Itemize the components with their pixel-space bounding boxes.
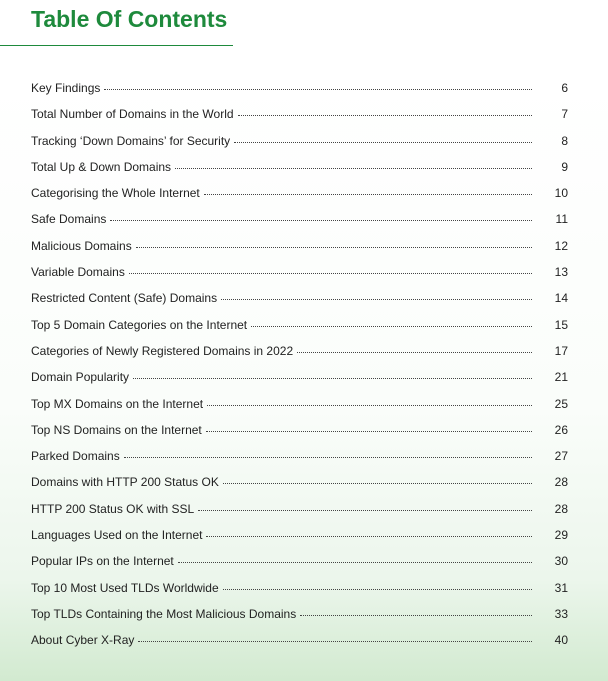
dot-leader	[238, 114, 532, 116]
dot-leader	[178, 561, 532, 563]
dot-leader	[136, 246, 532, 248]
toc-entry[interactable]	[31, 239, 568, 265]
toc-entry[interactable]	[31, 212, 568, 238]
toc-entry-label: Top 5 Domain Categories on the Internet	[31, 317, 248, 332]
toc-entry-label: Key Findings	[31, 81, 101, 95]
toc-entry-page-number: 29	[554, 528, 568, 543]
toc-entry-label: Parked Domains	[31, 449, 120, 464]
toc-entry-page-number: 12	[554, 238, 568, 253]
dot-leader	[300, 614, 532, 616]
toc-entry-label: Top 10 Most Used TLDs Worldwide	[31, 580, 219, 595]
toc-entry-label: Domain Popularity	[31, 370, 130, 385]
dot-leader	[223, 588, 532, 590]
dot-leader	[297, 351, 532, 353]
dot-leader	[206, 430, 532, 432]
dot-leader	[207, 404, 532, 406]
toc-entry[interactable]	[31, 633, 568, 659]
toc-entry-page-number: 9	[561, 159, 568, 174]
toc-entry-page-number: 28	[554, 475, 568, 490]
toc-entry[interactable]	[31, 160, 568, 186]
toc-entry[interactable]	[31, 186, 568, 212]
toc-entry-page-number: 17	[554, 343, 568, 358]
toc-entry-page-number: 28	[554, 501, 568, 516]
toc-entry[interactable]	[31, 265, 568, 291]
toc-entry-page-number: 40	[554, 633, 568, 648]
toc-entry-label: Categorising the Whole Internet	[31, 186, 200, 201]
toc-entry-label: Total Up & Down Domains	[31, 159, 172, 174]
toc-entry-page-number: 15	[554, 317, 568, 332]
dot-leader	[138, 640, 532, 642]
dot-leader	[129, 272, 532, 274]
toc-entry-label: Domains with HTTP 200 Status OK	[31, 475, 219, 490]
toc-entry[interactable]	[31, 581, 568, 607]
toc-entry-page-number: 25	[554, 396, 568, 411]
toc-entry[interactable]	[31, 607, 568, 633]
toc-entry-page-number: 8	[561, 133, 568, 148]
toc-entry-label: Restricted Content (Safe) Domains	[31, 291, 218, 306]
toc-entry-page-number: 26	[554, 422, 568, 437]
dot-leader	[104, 88, 532, 90]
dot-leader	[204, 193, 532, 195]
toc-entry[interactable]	[31, 423, 568, 449]
dot-leader	[175, 167, 532, 169]
toc-entry[interactable]	[31, 475, 568, 501]
dot-leader	[124, 456, 532, 458]
toc-entry-label: Top MX Domains on the Internet	[31, 396, 204, 411]
toc-entry-label: Total Number of Domains in the World	[31, 107, 234, 122]
toc-entry-label: Malicious Domains	[31, 238, 132, 253]
toc-entry[interactable]	[31, 502, 568, 528]
toc-entry-page-number: 21	[554, 370, 568, 385]
toc-entry-page-number: 6	[561, 81, 568, 95]
toc-entry[interactable]	[31, 554, 568, 580]
toc-entry-label: Top TLDs Containing the Most Malicious Domains	[31, 606, 297, 621]
toc-entry-page-number: 33	[554, 606, 568, 621]
toc-entry-label: HTTP 200 Status OK with SSL	[31, 501, 195, 516]
dot-leader	[221, 298, 532, 300]
dot-leader	[206, 535, 532, 537]
toc-entry[interactable]	[31, 344, 568, 370]
dot-leader	[110, 219, 532, 221]
toc-entry-page-number: 30	[554, 554, 568, 569]
toc-entry-page-number: 10	[554, 186, 568, 201]
toc-entry[interactable]	[31, 291, 568, 317]
toc-entry[interactable]	[31, 370, 568, 396]
toc-entry-label: About Cyber X-Ray	[31, 633, 135, 648]
toc-entry[interactable]	[31, 318, 568, 344]
toc-entry[interactable]	[31, 107, 568, 133]
toc-entry-label: Variable Domains	[31, 265, 125, 280]
toc-entry-label: Languages Used on the Internet	[31, 528, 203, 543]
toc-entry[interactable]	[31, 528, 568, 554]
toc-entry-page-number: 13	[554, 265, 568, 280]
toc-entry-page-number: 31	[554, 580, 568, 595]
toc-entry[interactable]	[31, 449, 568, 475]
toc-entry[interactable]	[31, 81, 568, 107]
toc-entry-label: Tracking ‘Down Domains’ for Security	[31, 133, 231, 148]
toc-entry-label: Categories of Newly Registered Domains in 2022	[31, 343, 294, 358]
dot-leader	[133, 377, 532, 379]
dot-leader	[223, 482, 532, 484]
toc-entry-page-number: 27	[554, 449, 568, 464]
toc-entry-page-number: 7	[561, 107, 568, 122]
toc-entry[interactable]	[31, 134, 568, 160]
title-divider	[0, 45, 233, 46]
toc-entry-page-number: 11	[555, 212, 568, 227]
toc-entry-label: Top NS Domains on the Internet	[31, 422, 202, 437]
table-of-contents	[31, 81, 568, 660]
toc-entry[interactable]	[31, 397, 568, 423]
dot-leader	[234, 141, 532, 143]
page-title: Table Of Contents	[31, 6, 228, 32]
toc-entry-label: Popular IPs on the Internet	[31, 554, 174, 569]
toc-entry-label: Safe Domains	[31, 212, 107, 227]
toc-entry-page-number: 14	[554, 291, 568, 306]
dot-leader	[251, 325, 532, 327]
dot-leader	[198, 509, 532, 511]
